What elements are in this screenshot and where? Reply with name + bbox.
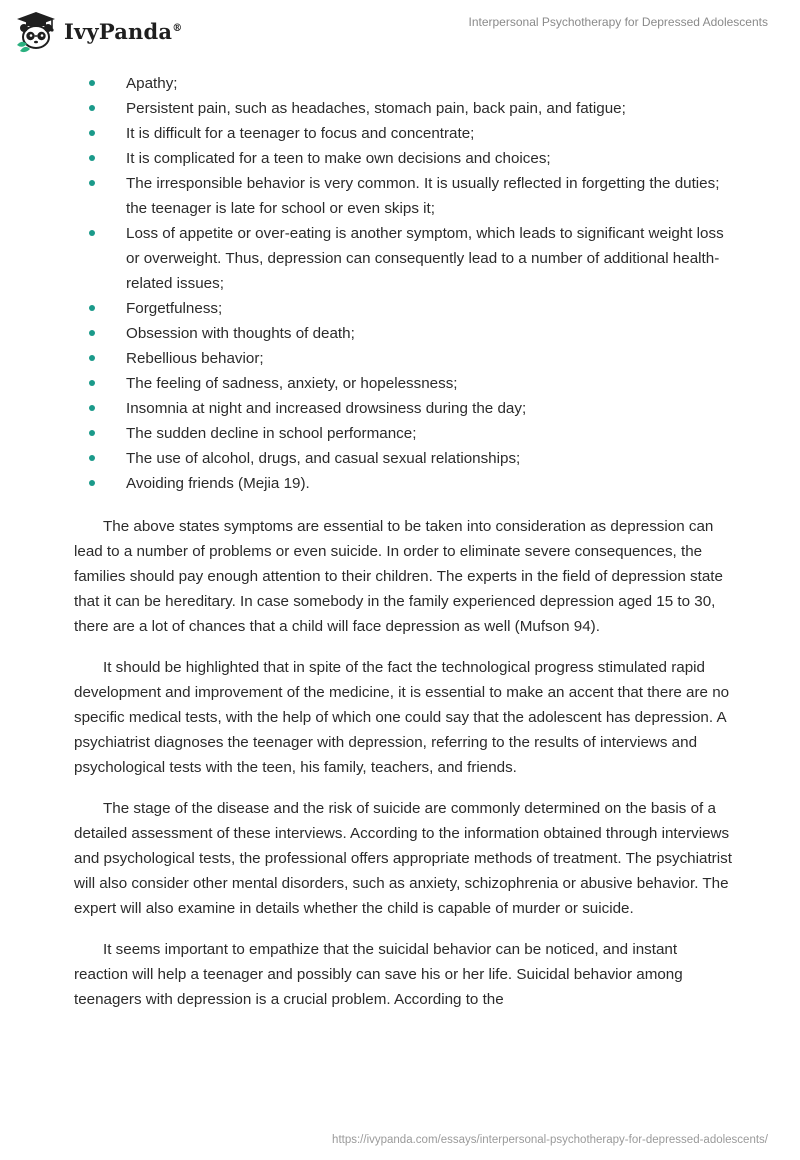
list-item: Insomnia at night and increased drowsiness during the day; — [74, 396, 734, 421]
list-item: Apathy; — [74, 71, 734, 96]
paragraph: The above states symptoms are essential to be taken into consideration as depression can lead to a number of problems or even suicide. In order to eliminate severe consequences, the families should pay enough attention to their children. The experts in the field of depression state that it can be hereditary. In case somebody in the family experienced depression aged 15 to 30, there are a lot of chances that a child will face depression as well (Mufson 94). — [74, 518, 723, 635]
document-title: Interpersonal Psychotherapy for Depressed Adolescents — [468, 15, 768, 29]
brand-name: IvyPanda® — [64, 18, 183, 44]
list-item: Obsession with thoughts of death; — [74, 321, 734, 346]
ivypanda-logo[interactable] — [14, 9, 182, 53]
list-item: The feeling of sadness, anxiety, or hopelessness; — [74, 371, 734, 396]
source-url[interactable]: https://ivypanda.com/essays/interpersonal-psychotherapy-for-depressed-adolescents/ — [332, 1134, 768, 1146]
list-item: The sudden decline in school performance; — [74, 421, 734, 446]
list-item: Forgetfulness; — [74, 296, 734, 321]
list-item: Avoiding friends (Mejia 19). — [74, 471, 734, 496]
panda-graduate-icon — [14, 9, 58, 53]
list-item: Rebellious behavior; — [74, 346, 734, 371]
list-item: It is difficult for a teenager to focus and concentrate; — [74, 121, 734, 146]
list-item: The irresponsible behavior is very common. It is usually reflected in forgetting the duties; the teenager is late for school or even skips it; — [74, 171, 734, 221]
paragraph: It should be highlighted that in spite of the fact the technological progress stimulated rapid development and improvement of the medicine, it is essential to make an accent that there are no specific medical tests, with the help of which one could say that the adolescent has depression. A psychiatrist diagnoses the teenager with depression, referring to the results of interviews and psychological tests with the teen, his family, teachers, and friends. — [74, 659, 730, 776]
list-item: It is complicated for a teen to make own decisions and choices; — [74, 146, 734, 171]
page-header — [0, 0, 800, 64]
paragraph: The stage of the disease and the risk of suicide are commonly determined on the basis of a detailed assessment of these interviews. According to the information obtained through interviews and psychological tests, the professional offers appropriate methods of treatment. The psychiatrist will also consider other mental disorders, such as anxiety, schizophrenia or abusive behavior. The expert will also examine in details whether the child is capable of murder or suicide. — [74, 800, 732, 917]
paragraph: It seems important to empathize that the suicidal behavior can be noticed, and instant reaction will help a teenager and possibly can save his or her life. Suicidal behavior among teenagers with depression is a crucial problem. According to the — [74, 941, 683, 1008]
list-item: The use of alcohol, drugs, and casual sexual relationships; — [74, 446, 734, 471]
list-item: Loss of appetite or over-eating is another symptom, which leads to significant weight loss or overweight. Thus, depression can consequently lead to a number of additional health-related issues; — [74, 221, 734, 296]
symptoms-list — [74, 71, 734, 496]
essay-content — [74, 71, 734, 1012]
list-item: Persistent pain, such as headaches, stomach pain, back pain, and fatigue; — [74, 96, 734, 121]
